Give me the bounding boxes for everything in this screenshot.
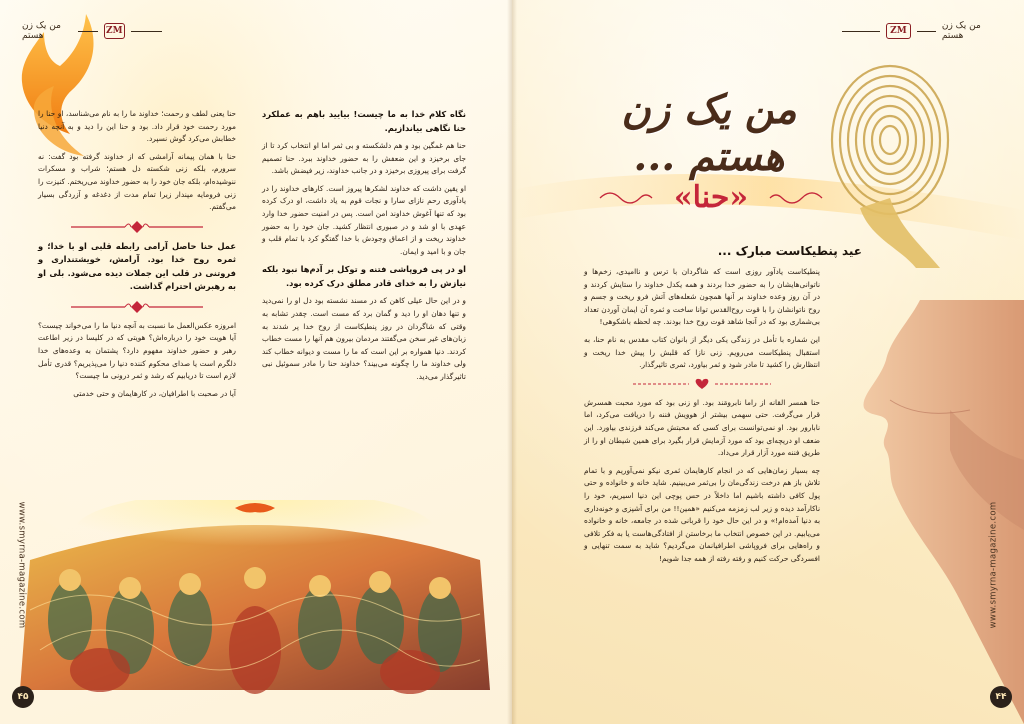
paragraph-highlight: نگاه کلام خدا به ما چیست! بیایید باهم به عملکرد حنا نگاهی بیاندازیم. [262,109,466,133]
paragraph: و در این حال عیلی کاهن که در مسند نشسته بود دل او را نمی‌دید و تنها دهان او را دید و گمان برد که مست است. چقدر تشابه به وقتی که شاگردان در روز پنطیکاست از روح خدا پر شدند به زبان‌های غیر سخن می‌گفتند مردمان بیرون هم آنها را مست خطاب کردند. دنیا همواره بر این است که ما را مست و دیوانه خطاب کند ولی خداوند ما را چگونه می‌بیند؟ خداوند حنا را مادر سموئیل نبی تاثیرگذار می‌دید. [262,296,466,381]
website-url: www.smyrna-magazine.com [988,501,999,629]
scroll-divider-icon [67,220,207,234]
right-header [842,20,1002,42]
paragraph: حنا یعنی لطف و رحمت؛ خداوند ما را به نام می‌شناسد، او حنا را مورد رحمت خود قرار داد. بود و حنا این را دید و به آنچه دنیا خطابش می‌کرد گوش نسپرد. [38,109,236,144]
pentecost-artwork [20,500,490,700]
scroll-divider-icon [67,300,207,314]
paragraph: حنا با همان پیمانه آرامشی که از خداوند گرفته بود گفت: نه سرورم، بلکه زنی شکسته دل هستم؛ شراب و مسکرات ننوشیده‌ام، بلکه جان خود را به حضور خداوند می‌ریختم. کنیزت را زنی فرومایه مپندار زیرا تمام مدت از دغدغه و آزردگی بسیار می‌گفتم. [38,151,236,212]
website-url: www.smyrna-magazine.com [16,501,27,629]
fingerprint-icon [820,48,960,268]
paragraph: این شماره با تأمل در زندگی یکی دیگر از بانوان کتاب مقدس به نام حنا، به استقبال پنطیکاست می‌رویم. زنی نازا که قلبش را پیش خدا ریخت و انتظارش را کشید تا مادر شود و ثمر بیاورد، ثمری تاثیرگذار. [584,334,820,370]
spine-gutter [507,0,517,724]
paragraph-highlight: عمل حنا حاصل آرامی رابطه قلبی او با خدا؛ و ثمره روح خدا بود. آرامش، خویشتنداری و فروتنی در قلب این جملات دیده می‌شود. بلی او به رهبرش احترام گذاشت. [38,240,236,292]
left-header [22,20,162,42]
article-title: من یک زن هستم ... [621,86,797,180]
page-number: ۴۵ [12,686,34,708]
left-page-column-inner [262,108,466,389]
magazine-logo: ZM [104,23,125,39]
paragraph: حنا همسر القانه از راما نابرومَند بود. او زنی بود که مورد محبت همسرش قرار می‌گرفت. حتی سهمی بیشتر از هوویش فننه را دریافت می‌کرد، اما نابارور بود. او نمی‌توانست برای کسی که محبتش می‌کند فرزندی بیاورد. این ضعف او دریچه‌ای بود که مورد آزمایش قرار بگیرد برای همین شیطان او را از طریق فننه مورد آزار قرار می‌داد. [584,397,820,458]
magazine-logo: ZM [886,23,911,39]
paragraph: او یقین داشت که خداوند لشکرها پیروز است. کارهای خداوند را در یادآوری رحم نازای سارا و نجات قوم به یاد داشت، او درک کرده بود که تنها آغوش خداوند امن است. پس در امنیت حضور خدا وارد عهدی با او شد و در صبوری انتظار کشید. جان خود را به حضور خداوند ریخت و از اعماق وجودش با خدا گفتگو کرد با تمام قلب و جان و با امید و ایمان. [262,183,466,256]
paragraph-highlight: او در پی فروپاشی فتنه و توکل بر آدم‌ها نبود بلکه نیازش را به خدای قادر مطلق درک کرده بود. [262,264,466,288]
article-subtitle: عید پنطیکاست مبارک ... [717,244,862,258]
scroll-ornament-icon [596,188,656,208]
paragraph: چه بسیار زمان‌هایی که در انجام کارهایمان ثمری نیکو نمی‌آوریم و با تمام تلاش باز هم درخت زندگی‌مان را بی‌ثمر می‌بینیم. شاید خانه و خانواده و حتی پول کافی داشته باشیم اما داخلاً در حس پوچی این دنیا اسیریم، خود را ناکارآمد دیده و زیر لب زمزمه می‌کنیم «همین!! من برای آشپزی و خونه‌داری به دنیا آمده‌ام!» و در این حال خود را قربانی شده در جامعه، خانه و خانواده می‌یابیم. در این خصوص انتخاب ما برخاستن از افتادگی‌هاست یا به فکر تلافی و راه‌هایی برای فروپاشی اطرافیانمان می‌گردیم؟ شاید به سمت تنهایی و افسردگی حرکت کنیم و رفته رفته از همه جدا شویم! [584,465,820,563]
paragraph: آیا در صحبت با اطرافیان، در کارهایمان و حتی خدمتی [73,388,236,398]
paragraph: امروزه عکس‌العمل ما نسبت به آنچه دنیا ما را می‌خواند چیست؟ آیا هویت خود را درباره‌اش؟ هویتی که در کلیسا در زیر اطاعت رهبر و حضور خداوند مفهوم دارد؟ پشتمان به وعده‌های خدا دلگرم است یا صدای محکوم کننده دنیا را می‌پذیریم؟ قدری تأمل لازم است تا دریابیم که رشد و ثمر درونی ما چیست؟ [38,320,236,381]
header-rule [842,31,880,32]
paragraph: پنطیکاست یادآور روزی است که شاگردان با ترس و ناامیدی، زخم‌ها و ناتوانی‌هایشان را به حضور خدا بردند و همه یکدل خداوند را ستایش کردند و در آن روز وعده خداوند بر آنها همچون شعله‌های آتش فرو ریخت و جسم و روح ناتوانشان را با قوت روح‌القدس توانا ساخت و ثمره آن ایمان آوردن تعداد بی‌شماری بود که در آنجا شاهد قوت روح خدا بودند. چه لحظه باشکوهی! [584,267,820,327]
header-title: من یک زن هستم [941,21,981,41]
henna-name-title: «حنا» [673,180,749,215]
left-page-column-outer [38,108,236,405]
header-title: من یک زن هستم [22,21,61,41]
right-page [512,0,1024,724]
header-rule [917,31,936,32]
right-page-column [584,266,820,570]
heart-divider-icon [627,377,777,391]
header-rule [78,31,98,32]
paragraph: حنا هم غمگین بود و هم دلشکسته و بی ثمر اما او انتخاب کرد تا از جای برخیزد و این ضعفش را به حضور خداوند ببرد. حنا تصمیم گرفت برای پیروزی برخیزد و در جانب خداوند، زیر فیضش باشد. [262,141,466,176]
header-rule [131,31,162,32]
page-number: ۴۴ [990,686,1012,708]
scroll-ornament-icon [766,188,826,208]
